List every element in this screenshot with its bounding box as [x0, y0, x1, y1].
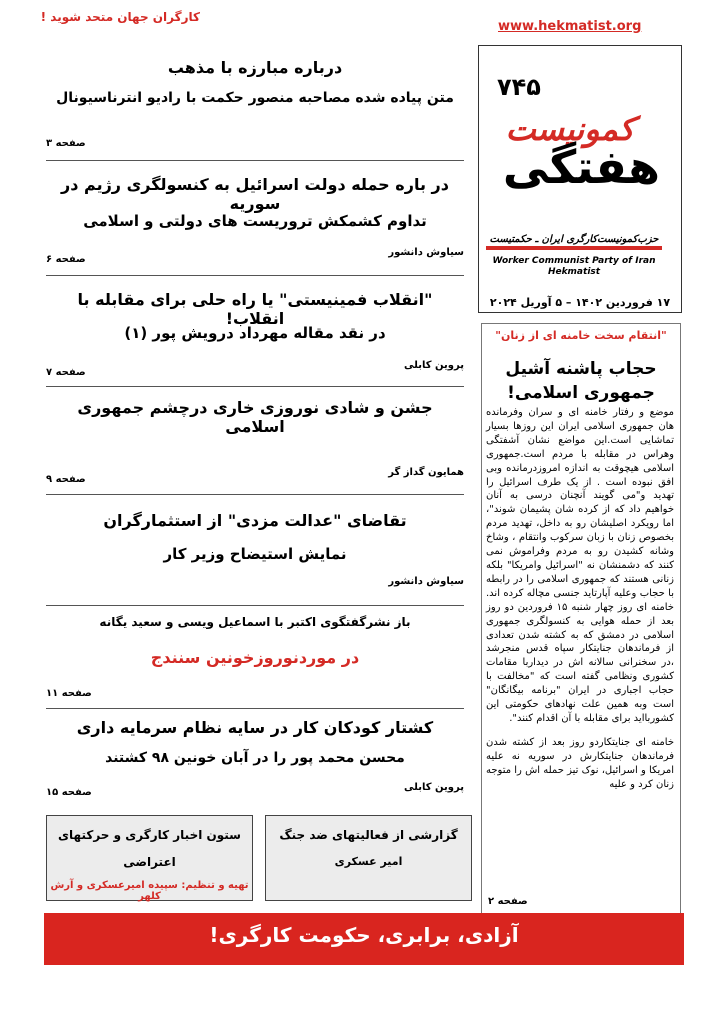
party-name-fa: حزب‌کمونیست‌کارگری ایران ـ حکمتیست — [489, 234, 659, 245]
article-page: صفحه ۳ — [46, 138, 86, 149]
anti-war-report-box[interactable] — [265, 815, 472, 901]
divider — [46, 275, 464, 276]
article-author: سیاوش دانشور — [388, 247, 464, 258]
article-author: پروین کابلی — [404, 782, 464, 793]
sidebar-title[interactable]: حجاب پاشنه آشیل جمهوری اسلامی! — [505, 359, 657, 403]
divider — [46, 494, 464, 495]
article-page: صفحه ۶ — [46, 254, 86, 265]
article-page: صفحه ۷ — [46, 367, 86, 378]
workers-news-box[interactable] — [46, 815, 253, 901]
issue-date: ۱۷ فروردین ۱۴۰۲ – ۵ آوریل ۲۰۲۴ — [489, 296, 671, 309]
article-author: همایون گداز گر — [388, 467, 464, 478]
article-author: پروین کابلی — [404, 360, 464, 371]
footer-slogan: آزادی، برابری، حکومت کارگری! — [209, 923, 519, 947]
article-subtitle: محسن محمد پور را در آبان خونین ۹۸ کشتند — [105, 750, 405, 766]
article-title[interactable]: درباره مبارزه با مذهب — [167, 58, 343, 77]
box-credit: تهیه و تنظیم: سپیده امیرعسکری و آرش کلهر — [50, 880, 249, 902]
article-author: سیاوش دانشور — [388, 576, 464, 587]
article-title[interactable]: کشتار کودکان کار در سایه نظام سرمایه داری — [76, 718, 434, 737]
sidebar-body — [486, 406, 674, 801]
article-title[interactable]: در باره حمله دولت اسرائیل به کنسولگری رژیم در سوریه — [61, 175, 449, 213]
article-subtitle: متن پیاده شده مصاحبه منصور حکمت با رادیو انترناسیونال — [56, 90, 454, 106]
divider — [46, 708, 464, 709]
article-page: صفحه ۱۵ — [46, 787, 92, 798]
party-name-en: Worker Communist Party of Iran Hekmatist — [492, 256, 656, 277]
sidebar-kicker: "انتقام سخت خامنه ای از زنان" — [495, 329, 667, 342]
article-subtitle: تداوم کشمکش تروریست های دولتی و اسلامی — [83, 212, 427, 230]
website-link[interactable]: www.hekmatist.org — [498, 19, 642, 34]
divider — [46, 386, 464, 387]
issue-number: ۷۴۵ — [497, 73, 541, 101]
article-subtitle: نمایش استیضاح وزیر کار — [163, 545, 347, 563]
box-author: امیر عسکری — [334, 855, 403, 868]
article-title[interactable]: باز نشرگفتگوی اکتبر با اسماعیل ویسی و سعید یگانه — [99, 615, 411, 629]
article-title[interactable]: "انقلاب فمینیستی" یا راه حلی برای مقابله با انقلاب! — [77, 290, 433, 328]
sidebar-paragraph: خامنه ای جنایتکاردو روز بعد از کشته شدن فرماندهان جنایتکارش در سوریه نه علیه امریکا و اسرائیل، نوک تیز حمله اش را متوجه زنان کرد و علیه — [486, 736, 674, 790]
article-title[interactable]: تقاضای "عدالت مزدی" از استثمارگران — [103, 511, 407, 530]
article-page: صفحه ۹ — [46, 474, 86, 485]
article-page: صفحه ۱۱ — [46, 688, 92, 699]
sidebar-paragraph: موضع و رفتار خامنه ای و سران وفرمانده هان جمهوری اسلامی ایران این روزها بسیار تماشایی است.این مواضع نشان آشفتگی وهراس در مقابله با مردم است.جمهوری اسلامی هیچوقت به اندازه امروزدرمانده وبی افق نبوده است . از یک طرف اسرائیل را تهدید و"می گویند آنچنان درسی به آنان خواهیم داد که از کرده شان پشیمان شوند"، اما رویکرد اصلیشان رو به داخل، تهدید مردم بخصوص زنان با زبان سرکوب وانتقام ، وشاخ وشانه کشیدن رو به مردم وفراموش نمی کنند که دشمنشان نه "اسرائیل وامریکا" بلکه زنانی هستند که جمهوری اسلامی را در رابطه با حجاب وعلیه آپارتاید جنسی مچاله کرده اند. خامنه ای روز چهار شنبه ۱۵ فروردین دو روز بعد از حمله هوایی به کنسولگری جمهوری اسلامی در دمشق که به کشته شدن تعدادی از فرماندهان جنایتکار سپاه قدس منجرشد ،در سخنرانی سالانه اش در دیداربا مقامات کشوری ونظامی گفته است که "مخالفت با حجاب اجباری در ایران "برنامه بیگانگان" است وبه همین علت نهادهای حکومتی این کشوربااید برای مقابله با آن اقدام کنند". — [486, 407, 674, 724]
logo-word-communist: کمونیست — [505, 110, 635, 148]
masthead-red-line — [486, 246, 662, 250]
article-title[interactable]: جشن و شادی نوروزی خاری درچشم جمهوری اسلامی — [77, 398, 433, 436]
article-subtitle: در موردنوروزخونین سنندج — [150, 648, 360, 667]
box-title: ستون اخبار کارگری و حرکتهای اعتراضی — [58, 828, 241, 869]
divider — [46, 605, 464, 606]
logo-word-weekly: هفتگی — [502, 140, 660, 194]
header-slogan: کارگران جهان متحد شوید ! — [40, 10, 200, 24]
box-title: گزارشی از فعالیتهای ضد جنگ — [279, 828, 458, 842]
divider — [46, 160, 464, 161]
sidebar-page: صفحه ۲ — [488, 896, 528, 907]
article-subtitle: در نقد مقاله مهرداد درویش پور (۱) — [124, 324, 386, 342]
